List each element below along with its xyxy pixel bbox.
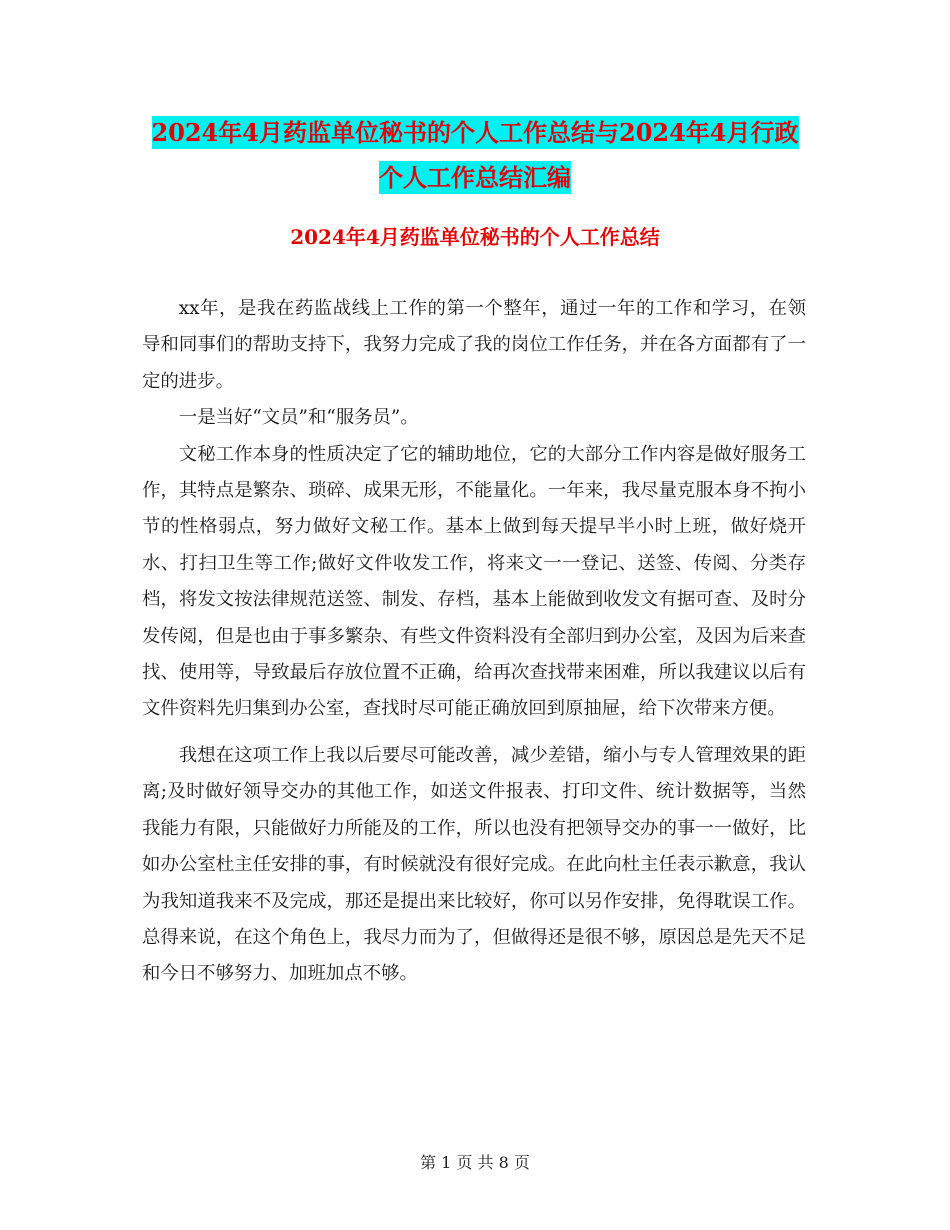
- document-title: [140, 110, 810, 200]
- document-body: [142, 291, 806, 993]
- document-title-text: 2024年4月药监单位秘书的个人工作总结与2024年4月行政个人工作总结汇编: [151, 118, 799, 192]
- paragraph-point-one: 一是当好“文员”和“服务员”。: [178, 407, 419, 429]
- paragraph-improvement: 我想在这项工作上我以后要尽可能改善，减少差错，缩小与专人管理效果的距离;及时做好领导交办的其他工作，如送文件报表、打印文件、统计数据等，当然我能力有限，只能做好力所能及的工作，所以也没有把领导交办的事一一做好，比如办公室杜主任安排的事，有时候就没有很好完成。在此向杜主任表示歉意，我认为我知道我来不及完成，那还是提出来比较好，你可以另作安排，免得耽误工作。总得来说，在这个角色上，我尽力而为了，但做得还是很不够，原因总是先天不足和今日不够努力、加班加点不够。: [142, 744, 806, 985]
- paragraph-intro: xx年，是我在药监战线上工作的第一个整年，通过一年的工作和学习，在领导和同事们的帮助支持下，我努力完成了我的岗位工作任务，并在各方面都有了一定的进步。: [142, 298, 806, 392]
- page-footer: 第 1 页 共 8 页: [420, 1153, 530, 1172]
- section-title: 2024年4月药监单位秘书的个人工作总结: [290, 225, 660, 249]
- paragraph-secretarial-work: 文秘工作本身的性质决定了它的辅助地位，它的大部分工作内容是做好服务工作，其特点是繁杂、琐碎、成果无形，不能量化。一年来，我尽量克服本身不拘小节的性格弱点，努力做好文秘工作。基本上做到每天提早半小时上班，做好烧开水、打扫卫生等工作;做好文件收发工作，将来文一一登记、送签、传阅、分类存档，将发文按法律规范送签、制发、存档，基本上能做到收发文有据可查、及时分发传阅，但是也由于事多繁杂、有些文件资料没有全部归到办公室，及因为后来查找、使用等，导致最后存放位置不正确，给再次查找带来困难，所以我建议以后有文件资料先归集到办公室，查找时尽可能正确放回到原抽屉，给下次带来方便。: [142, 443, 806, 720]
